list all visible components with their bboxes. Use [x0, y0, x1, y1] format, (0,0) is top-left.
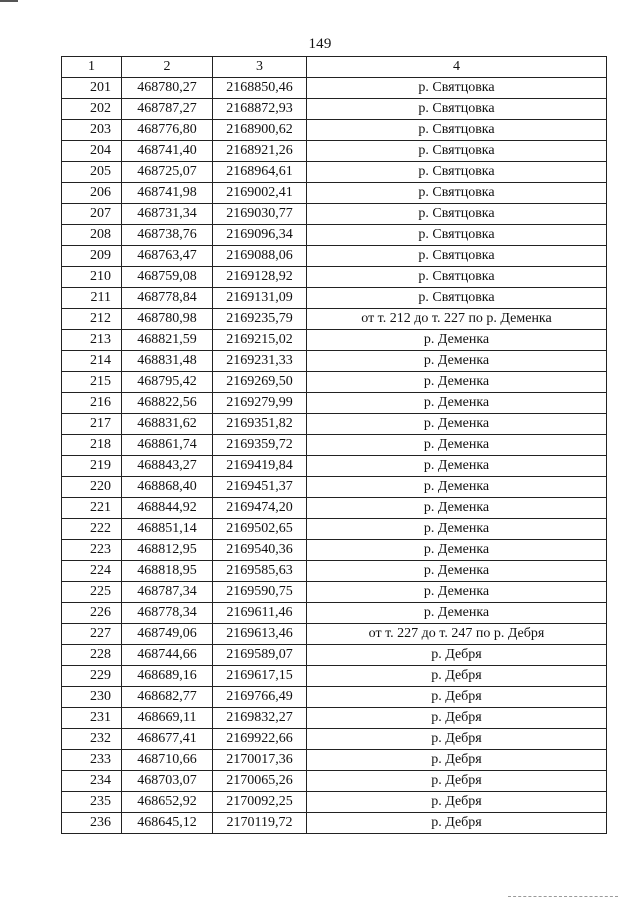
x-coordinate-cell: 468822,56 — [122, 393, 213, 414]
y-coordinate-cell: 2169279,99 — [213, 393, 307, 414]
table-row — [62, 372, 607, 393]
table-row — [62, 771, 607, 792]
table-row — [62, 708, 607, 729]
table-row — [62, 519, 607, 540]
table-row — [62, 204, 607, 225]
x-coordinate-cell: 468652,92 — [122, 792, 213, 813]
x-coordinate-cell: 468738,76 — [122, 225, 213, 246]
point-number-cell: 206 — [62, 183, 122, 204]
description-cell: от т. 212 до т. 227 по р. Деменка — [307, 309, 607, 330]
point-number-cell: 226 — [62, 603, 122, 624]
table-row — [62, 666, 607, 687]
table-row — [62, 330, 607, 351]
column-header-y-coordinate: 3 — [213, 57, 307, 78]
x-coordinate-cell: 468778,34 — [122, 603, 213, 624]
table-row — [62, 645, 607, 666]
table-header — [62, 57, 607, 78]
x-coordinate-cell: 468778,84 — [122, 288, 213, 309]
table-row — [62, 120, 607, 141]
x-coordinate-cell: 468741,40 — [122, 141, 213, 162]
table-row — [62, 78, 607, 99]
point-number-cell: 201 — [62, 78, 122, 99]
y-coordinate-cell: 2169002,41 — [213, 183, 307, 204]
x-coordinate-cell: 468787,34 — [122, 582, 213, 603]
table-row — [62, 729, 607, 750]
table-row — [62, 225, 607, 246]
point-number-cell: 210 — [62, 267, 122, 288]
x-coordinate-cell: 468741,98 — [122, 183, 213, 204]
point-number-cell: 225 — [62, 582, 122, 603]
y-coordinate-cell: 2170065,26 — [213, 771, 307, 792]
y-coordinate-cell: 2169590,75 — [213, 582, 307, 603]
table-row — [62, 624, 607, 645]
table-row — [62, 351, 607, 372]
y-coordinate-cell: 2169096,34 — [213, 225, 307, 246]
table-row — [62, 687, 607, 708]
y-coordinate-cell: 2169451,37 — [213, 477, 307, 498]
description-cell: р. Святцовка — [307, 288, 607, 309]
x-coordinate-cell: 468682,77 — [122, 687, 213, 708]
x-coordinate-cell: 468844,92 — [122, 498, 213, 519]
description-cell: р. Деменка — [307, 414, 607, 435]
table-row — [62, 477, 607, 498]
coordinates-table — [61, 56, 607, 834]
y-coordinate-cell: 2169585,63 — [213, 561, 307, 582]
point-number-cell: 212 — [62, 309, 122, 330]
page-number: 149 — [308, 36, 332, 52]
x-coordinate-cell: 468851,14 — [122, 519, 213, 540]
point-number-cell: 230 — [62, 687, 122, 708]
point-number-cell: 217 — [62, 414, 122, 435]
table-row — [62, 99, 607, 120]
table-row — [62, 561, 607, 582]
y-coordinate-cell: 2169613,46 — [213, 624, 307, 645]
description-cell: р. Деменка — [307, 372, 607, 393]
point-number-cell: 218 — [62, 435, 122, 456]
y-coordinate-cell: 2169922,66 — [213, 729, 307, 750]
point-number-cell: 228 — [62, 645, 122, 666]
point-number-cell: 213 — [62, 330, 122, 351]
x-coordinate-cell: 468776,80 — [122, 120, 213, 141]
scan-footer-mark — [508, 896, 618, 899]
x-coordinate-cell: 468645,12 — [122, 813, 213, 834]
y-coordinate-cell: 2168900,62 — [213, 120, 307, 141]
point-number-cell: 229 — [62, 666, 122, 687]
table-row — [62, 435, 607, 456]
x-coordinate-cell: 468689,16 — [122, 666, 213, 687]
x-coordinate-cell: 468677,41 — [122, 729, 213, 750]
point-number-cell: 205 — [62, 162, 122, 183]
x-coordinate-cell: 468780,98 — [122, 309, 213, 330]
x-coordinate-cell: 468725,07 — [122, 162, 213, 183]
description-cell: р. Деменка — [307, 330, 607, 351]
description-cell: р. Дебря — [307, 666, 607, 687]
point-number-cell: 221 — [62, 498, 122, 519]
x-coordinate-cell: 468744,66 — [122, 645, 213, 666]
point-number-cell: 207 — [62, 204, 122, 225]
scan-corner-mark — [0, 0, 18, 6]
x-coordinate-cell: 468868,40 — [122, 477, 213, 498]
table-row — [62, 162, 607, 183]
y-coordinate-cell: 2169617,15 — [213, 666, 307, 687]
x-coordinate-cell: 468831,62 — [122, 414, 213, 435]
description-cell: р. Святцовка — [307, 267, 607, 288]
table-row — [62, 498, 607, 519]
description-cell: р. Деменка — [307, 561, 607, 582]
y-coordinate-cell: 2169215,02 — [213, 330, 307, 351]
description-cell: р. Святцовка — [307, 225, 607, 246]
description-cell: р. Деменка — [307, 540, 607, 561]
point-number-cell: 220 — [62, 477, 122, 498]
table-row — [62, 267, 607, 288]
table-row — [62, 183, 607, 204]
y-coordinate-cell: 2170092,25 — [213, 792, 307, 813]
description-cell: р. Деменка — [307, 435, 607, 456]
point-number-cell: 222 — [62, 519, 122, 540]
x-coordinate-cell: 468787,27 — [122, 99, 213, 120]
x-coordinate-cell: 468795,42 — [122, 372, 213, 393]
description-cell: р. Деменка — [307, 498, 607, 519]
table-row — [62, 141, 607, 162]
description-cell: р. Дебря — [307, 750, 607, 771]
y-coordinate-cell: 2169235,79 — [213, 309, 307, 330]
point-number-cell: 208 — [62, 225, 122, 246]
table-row — [62, 603, 607, 624]
x-coordinate-cell: 468818,95 — [122, 561, 213, 582]
x-coordinate-cell: 468731,34 — [122, 204, 213, 225]
x-coordinate-cell: 468861,74 — [122, 435, 213, 456]
description-cell: р. Святцовка — [307, 78, 607, 99]
description-cell: р. Деменка — [307, 351, 607, 372]
description-cell: р. Дебря — [307, 792, 607, 813]
point-number-cell: 204 — [62, 141, 122, 162]
table-row — [62, 393, 607, 414]
description-cell: р. Дебря — [307, 708, 607, 729]
point-number-cell: 227 — [62, 624, 122, 645]
description-cell: р. Дебря — [307, 813, 607, 834]
table-row — [62, 582, 607, 603]
table-row — [62, 309, 607, 330]
description-cell: р. Святцовка — [307, 141, 607, 162]
description-cell: р. Деменка — [307, 582, 607, 603]
x-coordinate-cell: 468821,59 — [122, 330, 213, 351]
description-cell: р. Святцовка — [307, 120, 607, 141]
point-number-cell: 215 — [62, 372, 122, 393]
y-coordinate-cell: 2169359,72 — [213, 435, 307, 456]
point-number-cell: 216 — [62, 393, 122, 414]
point-number-cell: 232 — [62, 729, 122, 750]
description-cell: р. Деменка — [307, 393, 607, 414]
point-number-cell: 214 — [62, 351, 122, 372]
y-coordinate-cell: 2169128,92 — [213, 267, 307, 288]
description-cell: р. Дебря — [307, 687, 607, 708]
y-coordinate-cell: 2169502,65 — [213, 519, 307, 540]
point-number-cell: 203 — [62, 120, 122, 141]
description-cell: р. Святцовка — [307, 162, 607, 183]
description-cell: р. Деменка — [307, 456, 607, 477]
y-coordinate-cell: 2169611,46 — [213, 603, 307, 624]
description-cell: р. Деменка — [307, 519, 607, 540]
point-number-cell: 234 — [62, 771, 122, 792]
y-coordinate-cell: 2169131,09 — [213, 288, 307, 309]
column-header-point-number: 1 — [62, 57, 122, 78]
y-coordinate-cell: 2168850,46 — [213, 78, 307, 99]
y-coordinate-cell: 2169030,77 — [213, 204, 307, 225]
description-cell: р. Деменка — [307, 603, 607, 624]
point-number-cell: 209 — [62, 246, 122, 267]
x-coordinate-cell: 468759,08 — [122, 267, 213, 288]
point-number-cell: 235 — [62, 792, 122, 813]
x-coordinate-cell: 468763,47 — [122, 246, 213, 267]
y-coordinate-cell: 2169589,07 — [213, 645, 307, 666]
point-number-cell: 233 — [62, 750, 122, 771]
y-coordinate-cell: 2169540,36 — [213, 540, 307, 561]
x-coordinate-cell: 468710,66 — [122, 750, 213, 771]
y-coordinate-cell: 2168964,61 — [213, 162, 307, 183]
table-row — [62, 414, 607, 435]
description-cell: р. Дебря — [307, 645, 607, 666]
point-number-cell: 211 — [62, 288, 122, 309]
point-number-cell: 219 — [62, 456, 122, 477]
description-cell: р. Святцовка — [307, 99, 607, 120]
table-row — [62, 750, 607, 771]
point-number-cell: 224 — [62, 561, 122, 582]
description-cell: р. Деменка — [307, 477, 607, 498]
y-coordinate-cell: 2170017,36 — [213, 750, 307, 771]
table-row — [62, 288, 607, 309]
x-coordinate-cell: 468831,48 — [122, 351, 213, 372]
point-number-cell: 236 — [62, 813, 122, 834]
table-body — [62, 78, 607, 834]
x-coordinate-cell: 468812,95 — [122, 540, 213, 561]
x-coordinate-cell: 468749,06 — [122, 624, 213, 645]
table-row — [62, 246, 607, 267]
description-cell: от т. 227 до т. 247 по р. Дебря — [307, 624, 607, 645]
y-coordinate-cell: 2170119,72 — [213, 813, 307, 834]
x-coordinate-cell: 468780,27 — [122, 78, 213, 99]
x-coordinate-cell: 468843,27 — [122, 456, 213, 477]
x-coordinate-cell: 468703,07 — [122, 771, 213, 792]
description-cell: р. Дебря — [307, 771, 607, 792]
table-row — [62, 456, 607, 477]
y-coordinate-cell: 2169269,50 — [213, 372, 307, 393]
point-number-cell: 223 — [62, 540, 122, 561]
column-header-x-coordinate: 2 — [122, 57, 213, 78]
y-coordinate-cell: 2169474,20 — [213, 498, 307, 519]
description-cell: р. Святцовка — [307, 246, 607, 267]
description-cell: р. Святцовка — [307, 183, 607, 204]
y-coordinate-cell: 2168872,93 — [213, 99, 307, 120]
y-coordinate-cell: 2169832,27 — [213, 708, 307, 729]
table-row — [62, 540, 607, 561]
y-coordinate-cell: 2168921,26 — [213, 141, 307, 162]
column-header-description: 4 — [307, 57, 607, 78]
description-cell: р. Дебря — [307, 729, 607, 750]
description-cell: р. Святцовка — [307, 204, 607, 225]
table-row — [62, 813, 607, 834]
y-coordinate-cell: 2169231,33 — [213, 351, 307, 372]
point-number-cell: 231 — [62, 708, 122, 729]
y-coordinate-cell: 2169351,82 — [213, 414, 307, 435]
y-coordinate-cell: 2169088,06 — [213, 246, 307, 267]
table-row — [62, 792, 607, 813]
point-number-cell: 202 — [62, 99, 122, 120]
x-coordinate-cell: 468669,11 — [122, 708, 213, 729]
header-row — [62, 57, 607, 78]
y-coordinate-cell: 2169766,49 — [213, 687, 307, 708]
y-coordinate-cell: 2169419,84 — [213, 456, 307, 477]
